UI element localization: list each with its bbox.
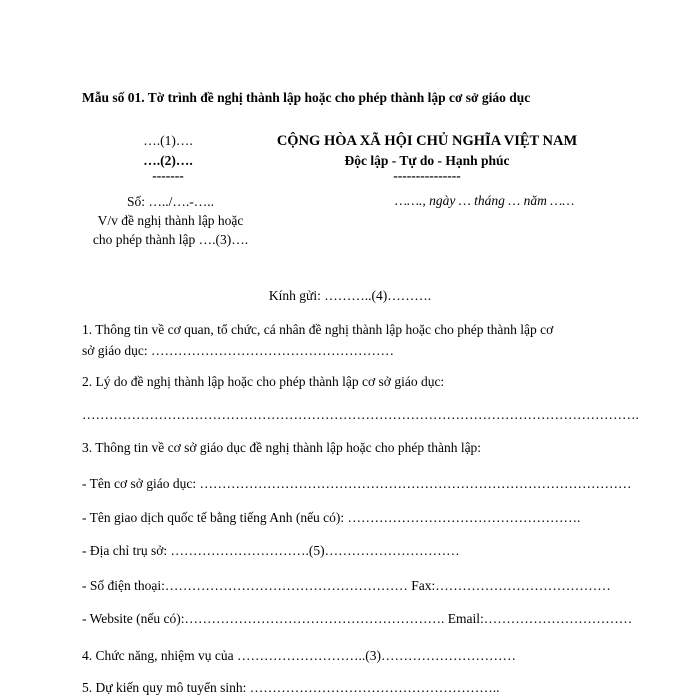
section-1-line-2: sở giáo dục: ……………………………………………… [82, 343, 395, 358]
document-title: Mẫu số 01. Tờ trình đề nghị thành lập hoặc cho phép thành lập cơ sở giáo dục [82, 90, 531, 105]
section-1 [82, 319, 642, 361]
issuing-body-placeholder: ….(2)…. [143, 153, 193, 168]
issuing-organization-block [78, 131, 258, 181]
governing-body-placeholder: ….(1)…. [143, 133, 193, 148]
field-international-name: - Tên giao dịch quốc tế bằng tiếng Anh (nếu có): ……………………………………………. [82, 510, 581, 525]
section-3-heading: 3. Thông tin về cơ sở giáo dục đề nghị thành lập hoặc cho phép thành lập: [82, 440, 482, 455]
field-phone-fax: - Số điện thoại:……………………………………………… Fax:………………………………… [82, 578, 611, 593]
date-line: ……., ngày … tháng … năm …… [395, 193, 575, 208]
section-5: 5. Dự kiến quy mô tuyển sinh: ……………………………………………….. [82, 680, 500, 695]
salutation: Kính gửi: ………..(4)………. [268, 288, 432, 303]
section-2-fill-line: ……………………………………………………………………………………………………………. [82, 407, 639, 422]
field-website-email: - Website (nếu có):…………………………………………………. Email:…………………………… [82, 611, 633, 626]
national-motto: Độc lập - Tự do - Hạnh phúc [344, 153, 510, 168]
section-4: 4. Chức năng, nhiệm vụ của ………………………..(3)………………………… [82, 648, 517, 663]
reference-block [78, 192, 263, 249]
left-header-divider: ------- [152, 168, 184, 183]
section-2-heading: 2. Lý do đề nghị thành lập hoặc cho phép thành lập cơ sở giáo dục: [82, 374, 445, 389]
right-header-divider: --------------- [393, 168, 461, 183]
field-address: - Địa chỉ trụ sở: ………………………….(5)………………………… [82, 543, 460, 558]
document-number: Số: …../….-….. [126, 194, 214, 209]
subject-line-1: V/v đề nghị thành lập hoặc [97, 213, 244, 228]
field-institution-name: - Tên cơ sở giáo dục: …………………………………………………………………………………… [82, 476, 632, 491]
subject-line-2: cho phép thành lập ….(3)…. [92, 232, 249, 247]
national-title: CỘNG HÒA XÃ HỘI CHỦ NGHĨA VIỆT NAM [276, 133, 578, 149]
national-header-block [262, 131, 592, 181]
section-1-line-1: 1. Thông tin về cơ quan, tổ chức, cá nhân đề nghị thành lập hoặc cho phép thành lập cơ [82, 322, 554, 337]
